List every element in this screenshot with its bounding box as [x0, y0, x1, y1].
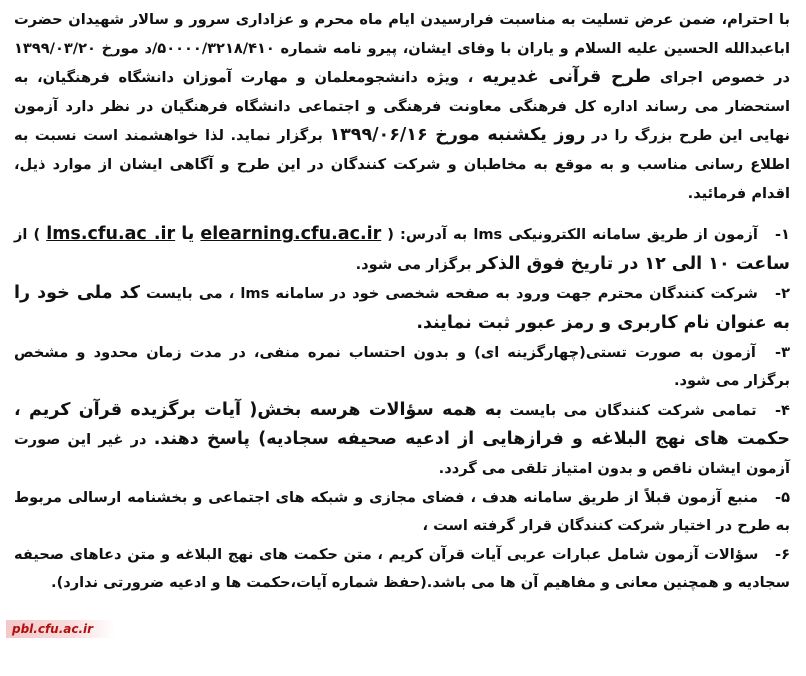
intro-text-1: با احترام، ضمن عرض تسلیت به مناسبت فرارسیدن ایام ماه محرم و عزاداری سرور و سالار شهیدان حضرت اباعبدالله الحسین علیه السلام و یاران با وفای ایشان، پیرو نامه شماره ۵۰۰۰۰/۳۲۱۸/۴۱۰/د مورخ ۱۳۹۹/۰۳/۲۰ در خصوص اجرای — [14, 11, 790, 87]
item-text-c: در غیر این صورت آزمون ایشان ناقص و بدون امتیاز تلقی می گردد. — [14, 431, 790, 477]
intro-text-2: ، ویژه دانشجومعلمان و مهارت آموزان دانشگاه فرهنگیان، به استحضار می رساند اداره کل فرهنگی معاونت فرهنگی و اجتماعی دانشگاه فرهنگیان در نظر دارد آزمون نهایی این طرح بزرگ را در — [14, 69, 790, 145]
item-text-c: برگزار می شود. — [355, 255, 472, 273]
item-text: تمامی شرکت کنندگان می بایست — [509, 401, 757, 419]
letter-body — [14, 6, 790, 598]
intro-plan-name: طرح قرآنی غدیریه — [482, 67, 652, 88]
item-number: ۳- — [775, 343, 790, 361]
item-text-b: ) از — [14, 226, 41, 244]
item-bold-text: به همه سؤالات هرسه بخش( آیات برگزیده قرآن کریم ، حکمت های نهج البلاغه و فرازهایی از ادعیه صحیفه سجادیه) پاسخ دهند. — [14, 399, 790, 450]
site-watermark: pbl.cfu.ac.ir — [6, 620, 115, 638]
list-item-3 — [14, 339, 790, 396]
item-text: شرکت کنندگان محترم جهت ورود به صفحه شخصی خود در سامانه lms ، می بایست — [146, 285, 758, 303]
item-text: آزمون به صورت تستی(چهارگزینه ای) و بدون احتساب نمره منفی، در مدت زمان محدود و مشخص برگزار می شود. — [14, 343, 790, 390]
list-item-4 — [14, 396, 790, 484]
item-bold-text: کد ملی خود را به عنوان نام کاربری و رمز عبور ثبت نمایند. — [14, 283, 790, 333]
list-item-5 — [14, 484, 790, 541]
item-number: ۲- — [775, 285, 790, 303]
lms-link[interactable]: lms.cfu.ac .ir — [46, 224, 176, 245]
item-number: ۴- — [774, 401, 790, 419]
list-item-1 — [14, 220, 790, 279]
list-item-2 — [14, 279, 790, 338]
intro-exam-date: روز یکشنبه مورخ ۱۳۹۹/۰۶/۱۶ — [329, 125, 586, 146]
item-number: ۱- — [774, 226, 790, 244]
item-time-bold: ساعت ۱۰ الی ۱۲ در تاریخ فوق الذکر — [476, 253, 790, 274]
intro-text-3: برگزار نماید. لذا خواهشمند است نسبت به اطلاع رسانی مناسب و به موقع به مخاطبان و شرکت کنندگان در این طرح و آگاهی ایشان از موارد ذیل، اقدام فرمائید. — [14, 127, 790, 202]
or-word: یا — [181, 224, 195, 245]
item-text: آزمون از طریق سامانه الکترونیکی lms به آدرس: ( — [387, 226, 758, 244]
intro-paragraph — [14, 6, 790, 208]
item-number: ۵- — [775, 488, 790, 506]
elearning-link[interactable]: elearning.cfu.ac.ir — [200, 224, 382, 245]
item-number: ۶- — [775, 545, 790, 563]
item-text: منبع آزمون قبلاً از طریق سامانه هدف ، فضای مجازی و شبکه های اجتماعی و بخشنامه ارسالی مربوط به طرح در اختیار شرکت کنندگان قرار گرفته است ، — [14, 488, 790, 535]
list-item-6 — [14, 541, 790, 598]
item-text: سؤالات آزمون شامل عبارات عربی آیات قرآن کریم ، متن حکمت های نهج البلاغه و متن دعاهای صحیفه سجادیه و همچنین معانی و مفاهیم آن ها می باشد.(حفظ شماره آیات،حکمت ها و ادعیه ضرورتی ندارد). — [14, 545, 790, 592]
